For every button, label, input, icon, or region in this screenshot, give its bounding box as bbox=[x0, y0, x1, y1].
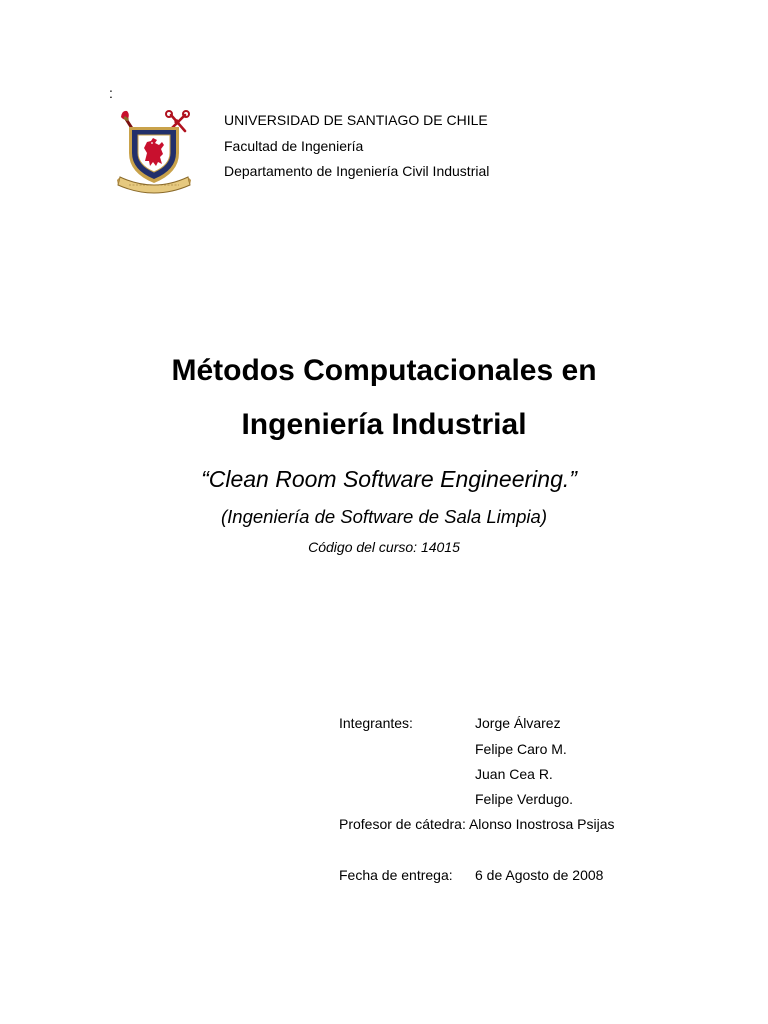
document-title-line-1: Métodos Computacionales en bbox=[171, 354, 597, 387]
department-name: Departamento de Ingeniería Civil Industrial bbox=[224, 163, 490, 179]
delivery-label: Fecha de entrega: bbox=[339, 867, 453, 883]
document-subtitle: “Clean Room Software Engineering.” bbox=[201, 466, 577, 492]
subtitle-translation: (Ingeniería de Software de Sala Limpia) bbox=[221, 506, 547, 527]
course-code: Código del curso: 14015 bbox=[308, 539, 460, 555]
member-name: Felipe Verdugo. bbox=[475, 791, 574, 807]
university-crest-icon bbox=[117, 109, 191, 197]
colon-mark: : bbox=[109, 85, 113, 101]
faculty-name: Facultad de Ingeniería bbox=[224, 138, 364, 154]
member-name: Jorge Álvarez bbox=[475, 715, 561, 731]
member-name: Juan Cea R. bbox=[475, 766, 553, 782]
professor-line: Profesor de cátedra: Alonso Inostrosa Psijas bbox=[339, 816, 615, 832]
university-name: UNIVERSIDAD DE SANTIAGO DE CHILE bbox=[224, 112, 488, 128]
document-title-line-2: Ingeniería Industrial bbox=[241, 408, 527, 441]
members-label: Integrantes: bbox=[339, 715, 413, 731]
delivery-date: 6 de Agosto de 2008 bbox=[475, 867, 604, 883]
member-name: Felipe Caro M. bbox=[475, 741, 567, 757]
